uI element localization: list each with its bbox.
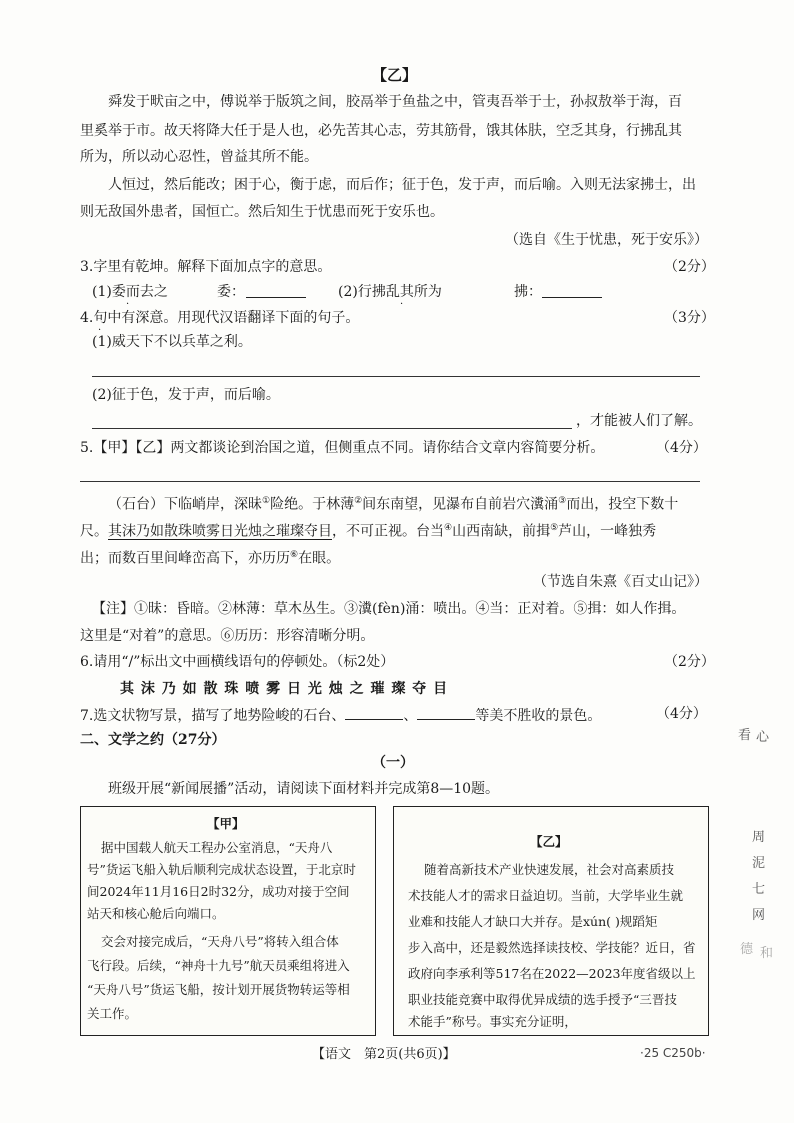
- note-line-1: 【注】①昧：昏暗。②林薄：草木丛生。③瀵(fèn)涌：喷出。④当：正对着。⑤揖：如人作揖。: [92, 601, 686, 617]
- emphasis-dot: ·: [400, 299, 404, 310]
- answer-line[interactable]: [92, 428, 572, 429]
- q7-blank-1[interactable]: [345, 705, 403, 720]
- box-jia-line: 号”货运飞船入轨后顺利完成状态设置，于北京时: [87, 862, 356, 877]
- passage-text: 尺。: [80, 523, 108, 540]
- poem-line-1: 舜发于畎亩之中，傅说举于版筑之间，胶鬲举于鱼盐之中，管夷吾举于士，孙叔敖举于海，百: [108, 94, 682, 110]
- margin-mark: 心: [756, 730, 770, 745]
- passage-text: 间东南望，见瀑布自前岩穴瀵涌: [362, 496, 559, 513]
- source-2: （节选自朱熹《百丈山记》）: [533, 574, 708, 590]
- passage-text: 芦山，一峰独秀: [558, 523, 657, 540]
- question-3-score: （2分）: [664, 259, 715, 275]
- box-yi-line: 职业技能竞赛中取得优异成绩的选手授予“三晋技: [408, 992, 677, 1007]
- poem-line-5: 则无敌国外患者，国恒亡。然后知生于忧患而死于安乐也。: [80, 204, 444, 220]
- poem-line-4: 人恒过，然后能改；困于心，衡于虑，而后作；征于色，发于声，而后喻。入则无法家拂士，出: [108, 177, 696, 193]
- q3-label-b: 拂：: [514, 284, 542, 300]
- source-1: （选自《生于忧患，死于安乐》）: [505, 232, 708, 248]
- q4-item-b: (2)征于色，发于声，而后喻。: [92, 387, 280, 403]
- answer-line[interactable]: [80, 481, 700, 482]
- intro: 班级开展“新闻展播”活动，请阅读下面材料并完成第8—10题。: [108, 781, 500, 797]
- q3-label-a: 委：: [217, 284, 245, 300]
- underlined-sentence: 其沫乃如散珠喷雾日光烛之璀璨夺目: [108, 523, 332, 540]
- box-yi-line: 随着高新技术产业快速发展，社会对高素质技: [424, 862, 675, 877]
- question-6: 6.请用“/”标出文中画横线语句的停顿处。（标2处）: [80, 654, 395, 670]
- page-footer: 【语文 第2页(共6页)】: [312, 1047, 456, 1062]
- passage-text: 在眼。: [298, 550, 341, 567]
- box-jia-line: 站天和核心舱后向端口。: [87, 906, 225, 921]
- question-5-score: （4分）: [656, 440, 707, 456]
- box-yi-line: 政府向李承利等517名在2022—2023年度省级以上: [408, 966, 696, 981]
- question-4: 4.句中有深意。用现代汉语翻译下面的句子。: [80, 310, 360, 326]
- note-marker: ①: [262, 496, 271, 506]
- note-marker: ④: [444, 523, 453, 533]
- q6-sentence[interactable]: 其 沫 乃 如 散 珠 喷 雾 日 光 烛 之 璀 璨 夺 目: [120, 681, 449, 697]
- box-yi-line: 术技能人才的需求日益迫切。当前，大学毕业生就: [408, 888, 684, 903]
- margin-mark: 和: [760, 946, 774, 961]
- section-2-heading: 二、文学之约（27分）: [80, 732, 226, 748]
- passage-line-2: [80, 519, 656, 541]
- poem-line-2: 里奚举于市。故天将降大任于是人也，必先苦其心志，劳其筋骨，饿其体肤，空乏其身，行拂乱其: [80, 123, 682, 139]
- note-marker: ⑤: [550, 523, 559, 533]
- passage-text: 出；而数百里间峰峦高下，亦历历: [80, 550, 290, 567]
- margin-mark: 网: [752, 908, 766, 923]
- box-yi-line: 业难和技能人才缺口大并存。是xún( )规蹈矩: [408, 914, 658, 929]
- q3-blank-b[interactable]: [542, 283, 602, 298]
- question-5: 5.【甲】【乙】两文都谈论到治国之道，但侧重点不同。请你结合文章内容简要分析。: [80, 440, 605, 456]
- q7-text: 等美不胜收的景色。: [475, 708, 602, 724]
- q7-blank-2[interactable]: [417, 705, 475, 720]
- margin-mark: 泥: [752, 856, 766, 871]
- question-6-score: （2分）: [664, 654, 715, 670]
- q3-blank-a[interactable]: [246, 283, 306, 298]
- passage-text: ，不可正视。台当: [332, 523, 444, 540]
- q3-item-b: (2)行拂乱其所为: [338, 284, 442, 300]
- question-3: 3.字里有乾坤。解释下面加点字的意思。: [80, 259, 332, 275]
- passage-line-1: [108, 492, 678, 514]
- passage-text: 险绝。于林薄: [270, 496, 355, 513]
- note-marker: ⑥: [290, 550, 299, 560]
- yi-title: 【乙】: [372, 66, 418, 84]
- poem-line-3: 所为，所以动心忍性，曾益其所不能。: [80, 149, 318, 165]
- box-jia-title: 【甲】: [207, 816, 245, 831]
- box-jia-line: 关工作。: [87, 1006, 138, 1021]
- answer-line[interactable]: [92, 376, 700, 377]
- passage-text: （石台）下临峭岸，深昧: [108, 496, 262, 513]
- margin-mark: 德: [740, 942, 754, 957]
- part-1-heading: （一）: [372, 755, 414, 771]
- box-jia-line: 间2024年11月16日2时32分，成功对接于空间: [87, 884, 350, 899]
- box-jia-line: 交会对接完成后，“天舟八号”将转入组合体: [101, 934, 339, 949]
- q7-text: 、: [403, 708, 418, 724]
- question-4-score: （3分）: [664, 310, 715, 326]
- box-jia-line: “天舟八号”货运飞船，按计划开展货物转运等相: [87, 982, 350, 997]
- q4-tail: ，才能被人们了解。: [576, 413, 702, 429]
- box-yi-line: 术能手”称号。事实充分证明，: [408, 1014, 577, 1029]
- q7-text: 7.选文状物写景，描写了地势险峻的石台、: [80, 708, 346, 724]
- note-line-2: 这里是“对着”的意思。⑥历历：形容清晰分明。: [80, 628, 375, 644]
- material-box-jia: [80, 806, 376, 1036]
- emphasis-dot: ·: [126, 299, 130, 310]
- note-marker: ③: [558, 496, 567, 506]
- page-code: ·25 C250b·: [640, 1046, 706, 1060]
- q4-item-a: (1)威天下不以兵革之利。: [92, 334, 252, 350]
- box-yi-line: 步入高中，还是毅然选择读技校、学技能？近日，省: [408, 940, 696, 955]
- passage-text: 而出，投空下数十: [566, 496, 679, 513]
- emphasis-dot: ·: [98, 325, 102, 336]
- passage-text: 山西南缺，前揖: [452, 523, 551, 540]
- margin-mark: 周: [752, 830, 766, 845]
- material-box-yi: [393, 806, 709, 1036]
- question-7: [80, 705, 601, 725]
- box-jia-line: 据中国载人航天工程办公室消息，“天舟八: [101, 840, 333, 855]
- passage-line-3: [80, 546, 340, 568]
- question-7-score: （4分）: [656, 706, 707, 722]
- q3-item-a: (1)委而去之: [92, 284, 168, 300]
- box-yi-title: 【乙】: [530, 834, 568, 849]
- margin-mark: 看: [738, 728, 752, 743]
- margin-mark: 七: [752, 882, 766, 897]
- note-marker: ②: [354, 496, 363, 506]
- box-jia-line: 飞行段。后续，“神舟十九号”航天员乘组将进入: [87, 958, 350, 973]
